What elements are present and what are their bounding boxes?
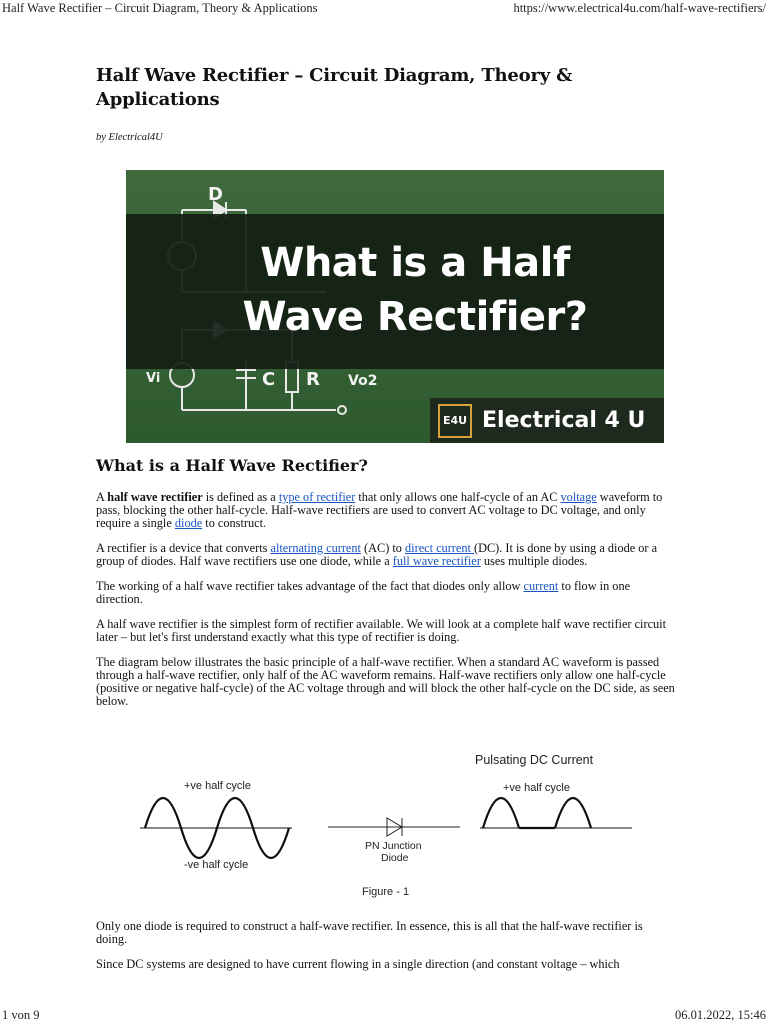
text-fragment: (DC). It is done by using a diode or a group of diodes. Half wave rectifiers use one diode, while a bbox=[96, 541, 658, 568]
text-fragment: A bbox=[96, 490, 108, 504]
main-content bbox=[96, 456, 676, 720]
section-heading: What is a Half Wave Rectifier? bbox=[96, 456, 368, 475]
hero-caption bbox=[186, 236, 644, 344]
paragraph-1 bbox=[96, 491, 676, 530]
hero-caption-line1: What is a Half bbox=[260, 240, 570, 286]
brand-name: Electrical 4 U bbox=[482, 408, 646, 433]
page-title: Half Wave Rectifier – Circuit Diagram, Theory & Applications bbox=[96, 65, 573, 110]
circuit-label-c: C bbox=[262, 369, 276, 390]
byline: by Electrical4U bbox=[96, 132, 163, 143]
print-header-url: https://www.electrical4u.com/half-wave-rectifiers/ bbox=[513, 1, 766, 15]
figure-output-title: Pulsating DC Current bbox=[475, 753, 594, 767]
text-fragment: that only allows one half-cycle of an AC bbox=[355, 490, 561, 504]
link-voltage[interactable]: voltage bbox=[560, 490, 597, 504]
paragraph-7: Since DC systems are designed to have current flowing in a single direction (and constant voltage – which bbox=[96, 957, 620, 971]
print-header-title: Half Wave Rectifier – Circuit Diagram, Theory & Applications bbox=[2, 1, 318, 15]
circuit-label-vi: Vi bbox=[146, 371, 161, 386]
link-current[interactable]: current bbox=[523, 579, 559, 593]
text-fragment: The working of a half wave rectifier takes advantage of the fact that diodes only allow bbox=[96, 579, 524, 593]
paragraph-4: A half wave rectifier is the simplest form of rectifier available. We will look at a complete half wave rectifier circuit later – but let's first understand exactly what this type of rectifier is doing. bbox=[96, 617, 667, 644]
paragraph-2 bbox=[96, 542, 676, 568]
page-number: 1 von 9 bbox=[2, 1008, 40, 1022]
text-fragment: uses multiple diodes. bbox=[480, 554, 588, 568]
figure-diode-label-1: PN Junction bbox=[365, 840, 422, 852]
text-fragment: to flow in one direction. bbox=[96, 579, 631, 606]
text-fragment: to construct. bbox=[202, 516, 267, 530]
print-datetime: 06.01.2022, 15:46 bbox=[675, 1008, 766, 1022]
text-fragment: A rectifier is a device that converts bbox=[96, 541, 271, 555]
figure-neg-half-label: -ve half cycle bbox=[184, 859, 249, 871]
link-direct-current[interactable]: direct current bbox=[405, 541, 474, 555]
hero-image bbox=[126, 170, 664, 443]
link-diode[interactable]: diode bbox=[174, 516, 203, 530]
figure-diode-label-2: Diode bbox=[381, 852, 409, 864]
article-header bbox=[96, 64, 676, 143]
brand-logo bbox=[430, 398, 664, 443]
paragraph-3 bbox=[96, 580, 676, 606]
figure-output-pos-half-label: +ve half cycle bbox=[503, 782, 570, 794]
bold-term: half wave rectifier bbox=[107, 490, 203, 504]
print-footer bbox=[0, 1008, 768, 1024]
hero-caption-line2: Wave Rectifier? bbox=[242, 294, 588, 340]
circuit-label-d: D bbox=[208, 184, 223, 205]
circuit-label-r: R bbox=[306, 369, 320, 390]
paragraph-5: The diagram below illustrates the basic principle of a half-wave rectifier. When a standard AC waveform is passed through a half-wave rectifier, only half of the AC waveform remains. Half-wave rectifiers only allow one half-cycle (positive or negative half-cycle) of the AC voltage through and will block the other half-cycle on the DC side, as seen below. bbox=[96, 655, 675, 708]
link-full-wave-rectifier[interactable]: full wave rectifier bbox=[392, 554, 481, 568]
paragraph-6: Only one diode is required to construct a half-wave rectifier. In essence, this is all that the half-wave rectifier is doing. bbox=[96, 919, 643, 946]
link-alternating-current[interactable]: alternating current bbox=[270, 541, 361, 555]
main-content-continued bbox=[96, 920, 676, 983]
text-fragment: is defined as a bbox=[202, 490, 279, 504]
figure-1 bbox=[140, 748, 640, 902]
text-fragment: waveform to pass, blocking the other half-cycle. Half-wave rectifiers are used to convert AC voltage to DC voltage, and only require a single bbox=[96, 490, 663, 530]
link-type-of-rectifier[interactable]: type of rectifier bbox=[278, 490, 356, 504]
print-header bbox=[0, 0, 768, 16]
chip-icon: E4U bbox=[438, 404, 472, 438]
circuit-label-vo: Vo2 bbox=[348, 373, 378, 389]
figure-caption: Figure - 1 bbox=[362, 886, 410, 898]
text-fragment: (AC) to bbox=[360, 541, 406, 555]
figure-pos-half-label: +ve half cycle bbox=[184, 780, 251, 792]
